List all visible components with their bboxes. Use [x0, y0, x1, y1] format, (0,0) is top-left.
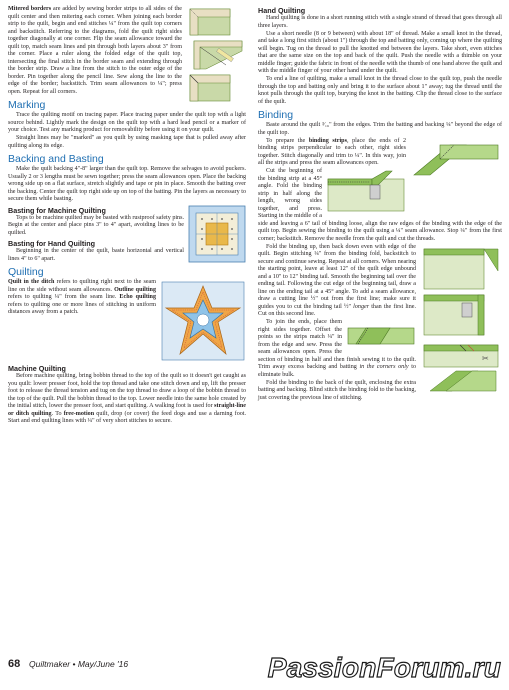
right-column	[258, 6, 502, 403]
quilting-heading: Quilting	[8, 266, 44, 278]
binding-heading: Binding	[258, 109, 294, 121]
quilting-types-paragraph: Quilt in the ditch refers to quilting right next to the seam line on the side without seam allowances. Outline quilting refers to quilting ¼" from the seam line. Echo quilting refers to quilting one or more lines of stitching in uniform distances away from a patch.	[8, 279, 156, 315]
backing-paragraph: Make the quilt backing 4"-8" larger than the quilt top. Remove the selvages to avoid puckers. Usually 2 or 3 lengths must be sewn together; press the seam allowances open. Place the backing wrong side up on a flat surface, stretch slightly and tape or pin in place. Smooth the batting over the backing. Center the quilt top right side up on top of the batting. Pin the layers as necessary to secure them while basting.	[8, 166, 246, 202]
binding-paragraph-4: Fold the binding up, then back down even with edge of the quilt. Begin stitching ¼" from the binding fold, backstitch to secure and continue sewing. Repeat at all corners. When nearing the starting point, leave at least 12" of the quilt edge unbound and a 10" to 12" binding tail. Smooth the beginning tail over the ending tail. Following the cut edge of the beginning tail, draw a line on the ending tail at a 45° angle. To add a seam allowance, draw a cutting line ½" out from the first line; make sure it guides you to cut the binding tail ½" longer than the first line. Cut on this second line.	[258, 243, 416, 317]
page-number: 68	[8, 658, 21, 670]
tails-cut-diagram	[424, 345, 498, 367]
magazine-credit: Quiltmaker • May/June '16	[29, 659, 129, 669]
page-footer	[8, 658, 128, 670]
binding-paragraph-6: Fold the binding to the back of the quilt, enclosing the extra batting and backing. Blind stitch the binding fold to the backing, just covering the previous line of stitching.	[258, 379, 416, 401]
ends-join-diagram	[430, 371, 496, 391]
left-column	[8, 6, 246, 426]
miter-diagram-1	[190, 9, 230, 35]
machine-quilting-heading: Machine Quilting	[8, 364, 66, 373]
basting-hand-heading: Basting for Hand Quilting	[8, 239, 96, 248]
basting-hand-paragraph: Beginning in the center of the quilt, baste horizontal and vertical lines 4" to 6" apart.	[8, 248, 184, 262]
binding-paragraph-2: To prepare the binding strips, place the ends of 2 binding strips perpendicular to each other, right sides together. Stitch diagonally and trim to ¼". In this way, join all the strips and press the seam allowances open.	[258, 137, 406, 166]
hand-quilting-paragraph-3: To end a line of quilting, make a small knot in the thread close to the quilt top, push the needle through the top and batting only and bring it to the surface about 1" away; tug the thread until the knot pulls through the quilt top, burying the knot in the batting. Clip the thread close to the surface of the quilt.	[258, 76, 502, 105]
mitered-corner-diagrams	[186, 7, 246, 103]
watermark-logo: PassionForum.ru	[267, 652, 501, 683]
miter-diagram-2	[194, 41, 242, 69]
basting-machine-paragraph: Tops to be machine quilted may be basted with rustproof safety pins. Begin at the center and place pins 3" to 4" apart, avoiding lines to be quilted.	[8, 214, 184, 236]
basting-pins-diagram	[188, 205, 246, 263]
binding-paragraph-5: To join the ends, place them right sides together. Offset the points so the strips match ¼" in from the edge and sew. Press the seam allowances open. Press the section of binding in half and then finish sewing it to the quilt. Trim away excess backing and batting in the corners only to eliminate bulk.	[258, 319, 416, 378]
machine-quilting-paragraph: Before machine quilting, bring bobbin thread to the top of the quilt so it doesn't get caught as you quilt: lower presser foot, hold the top thread and take one stitch down and up, lift the presser foot to release the thread tension and tug on the top thread to draw a loop of the bobbin thread to the top of the quilt. Pull the bobbin thread to the top. Lower needle into the same hole created by the initial stitch, lower the presser foot, and start quilting. A walking foot is used for straight-line or ditch quilting. To free-motion quilt, drop (or cover) the feed dogs and use a darning foot. Start and end quilting lines with ¼" of very short stitches to secure.	[8, 373, 247, 424]
hand-quilting-paragraph-2: Use a short needle (8 or 9 between) with about 18" of thread. Make a small knot in the thread, and take a long first stitch (about 1") through the top and batting only, coming up where the quilting will begin. Tug on the thread to pull the knotted end between the layers. Take short, even stitches that are the same size on the top and back of the quilt. Push the needle with a thimble on your middle finger; guide the fabric in front of the needle with the thumb of one hand above the quilt and with the middle finger of your other hand under the quilt.	[258, 30, 502, 74]
binding-join-diagram	[410, 139, 502, 181]
hand-quilting-paragraph-1: Hand quilting is done in a short running stitch with a single strand of thread that goes through all three layers.	[258, 15, 502, 29]
basting-machine-heading: Basting for Machine Quilting	[8, 205, 106, 215]
hand-quilting-heading: Hand Quilting	[258, 6, 306, 15]
corner-fold-up	[424, 249, 498, 289]
marking-paragraph-2: Straight lines may be "marked" as you quilt by using masking tape that is pulled away after quilting along its edge.	[8, 135, 246, 149]
marking-paragraph-1: Trace the quilting motif on tracing paper. Place tracing paper under the quilt top with a light source behind. Lightly mark the design on the quilt top with a hard lead pencil or a marker of your choice. Test any marking product for removability before using it on your quilt.	[8, 112, 246, 133]
binding-paragraph-1: Baste around the quilt ³⁄₁₆" from the edges. Trim the batting and backing ¼" beyond the edge of the quilt top.	[258, 122, 502, 136]
binding-seam-diagram	[346, 320, 416, 350]
mitered-borders-paragraph: Mitered borders are added by sewing border strips to all sides of the quilt center and then mitering each corner. When joining each border strip to the quilt, begin and end stitches ¼" from the quilt top corners and backstitch. Referring to the diagrams, fold the quilt right sides together diagonally at one corner. Flip the seam allowance toward the quilt top, match seam lines and pin through both layers about 3" from the corner. Place a ruler along the folded edge of the quilt top, intersecting the final stitch in the border seam and extending through the border strip. Draw a line from the stitch to the outer edge of the border. Pin together along the pencil line. Sew along the line to the edge of the border; backstitch. Trim seam allowances to ¼"; press open. Repeat for all corners.	[8, 6, 182, 95]
backing-basting-heading: Backing and Basting	[8, 153, 104, 165]
corner-fold-down	[424, 295, 484, 335]
binding-corner-diagrams	[420, 245, 502, 395]
svg-text:✂: ✂	[482, 353, 489, 363]
binding-sewing-diagram	[326, 169, 406, 213]
miter-diagram-3	[190, 75, 230, 101]
marking-heading: Marking	[8, 99, 46, 111]
quilting-star-block-diagram	[160, 280, 246, 362]
binding-paragraph-3: Cut the beginning of the binding strip at a 45° angle. Fold the binding strip in half along the length, wrong sides together, and press. Starting in the middle of a side and leaving a 6" tail of binding loose, align the raw edges of the binding with the edge of the quilt top. Begin sewing the binding to the quilt using a ¼" seam allowance. Stop ¼" from the first corner; backstitch. Remove the needle from the quilt and cut the threads.	[258, 168, 502, 242]
